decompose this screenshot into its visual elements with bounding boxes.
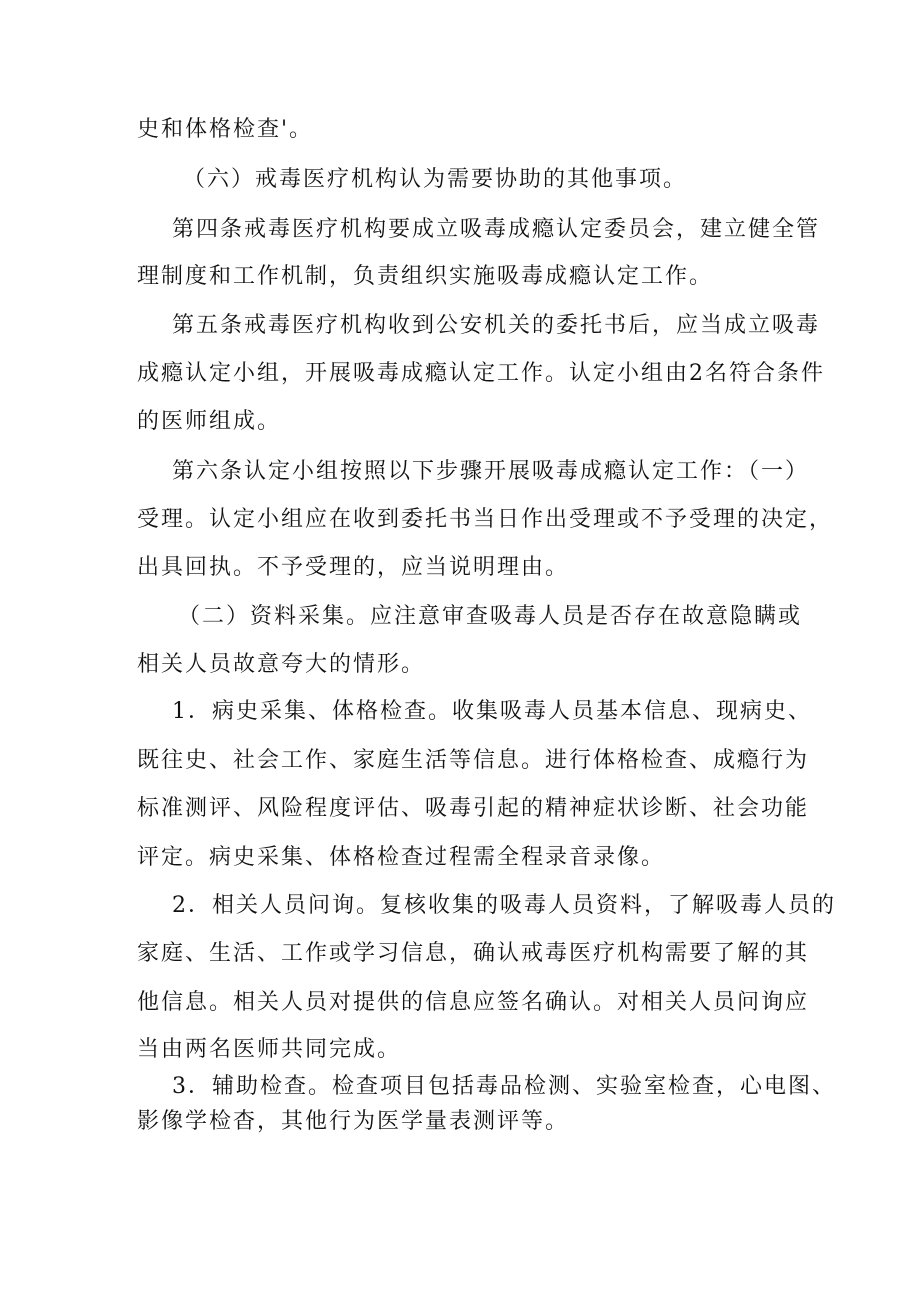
- text-line-19: 他信息。相关人员对提供的信息应签名确认。对相关人员问询应: [137, 990, 810, 1015]
- text-line-2: （六）戒毒医疗机构认为需要协助的其他事项。: [183, 167, 688, 192]
- text-line-8: 第六条认定小组按照以下步骤开展吸毒成瘾认定工作：（一）: [172, 459, 810, 484]
- text-line-15: 标准测评、风险程度评估、吸毒引起的精神症状诊断、社会功能: [137, 796, 810, 821]
- text-line-10: 出具回执。不予受理的，应当说明理由。: [137, 555, 570, 580]
- text-line-22: 影像学检杳，其他行为医学量表测评等。: [137, 1109, 570, 1134]
- text-line-17: 2．相关人员问询。复核收集的吸毒人员资料，了解吸毒人员的: [172, 893, 836, 918]
- text-line-9: 受理。认定小组应在收到委托书当日作出受理或不予受理的决定，: [137, 507, 834, 532]
- text-line-14: 既往史、社会工作、家庭生活等信息。进行体格检查、成瘾行为: [137, 748, 810, 773]
- text-line-12: 相关人员故意夸大的情形。: [137, 652, 426, 677]
- text-line-5: 第五条戒毒医疗机构收到公安机关的委托书后，应当成立吸毒: [172, 313, 821, 338]
- text-line-7: 的医师组成。: [137, 409, 282, 434]
- text-line-3: 第四条戒毒医疗机构要成立吸毒成瘾认定委员会，建立健全管: [172, 217, 821, 242]
- text-line-11: （二）资料采集。应注意审查吸毒人员是否存在故意隐瞒或: [178, 604, 803, 629]
- text-line-4: 理制度和工作机制，负责组织实施吸毒成瘾认定工作。: [137, 264, 714, 289]
- text-line-18: 家庭、生活、工作或学习信息，确认戒毒医疗机构需要了解的其: [137, 941, 810, 966]
- text-line-6: 成瘾认定小组，开展吸毒成瘾认定工作。认定小组由2名符合条件: [137, 361, 825, 386]
- text-line-13: 1．病史采集、体格检查。收集吸毒人员基本信息、现病史、: [172, 699, 812, 724]
- text-line-21: 3．辅助检查。检查项目包括毒品检测、实验室检查，心电图、: [172, 1074, 836, 1099]
- text-line-20: 当由两名医师共同完成。: [137, 1037, 402, 1062]
- text-line-16: 评定。病史采集、体格检查过程需全程录音录像。: [137, 845, 666, 870]
- text-line-1: 史和体格检查'。: [137, 117, 314, 142]
